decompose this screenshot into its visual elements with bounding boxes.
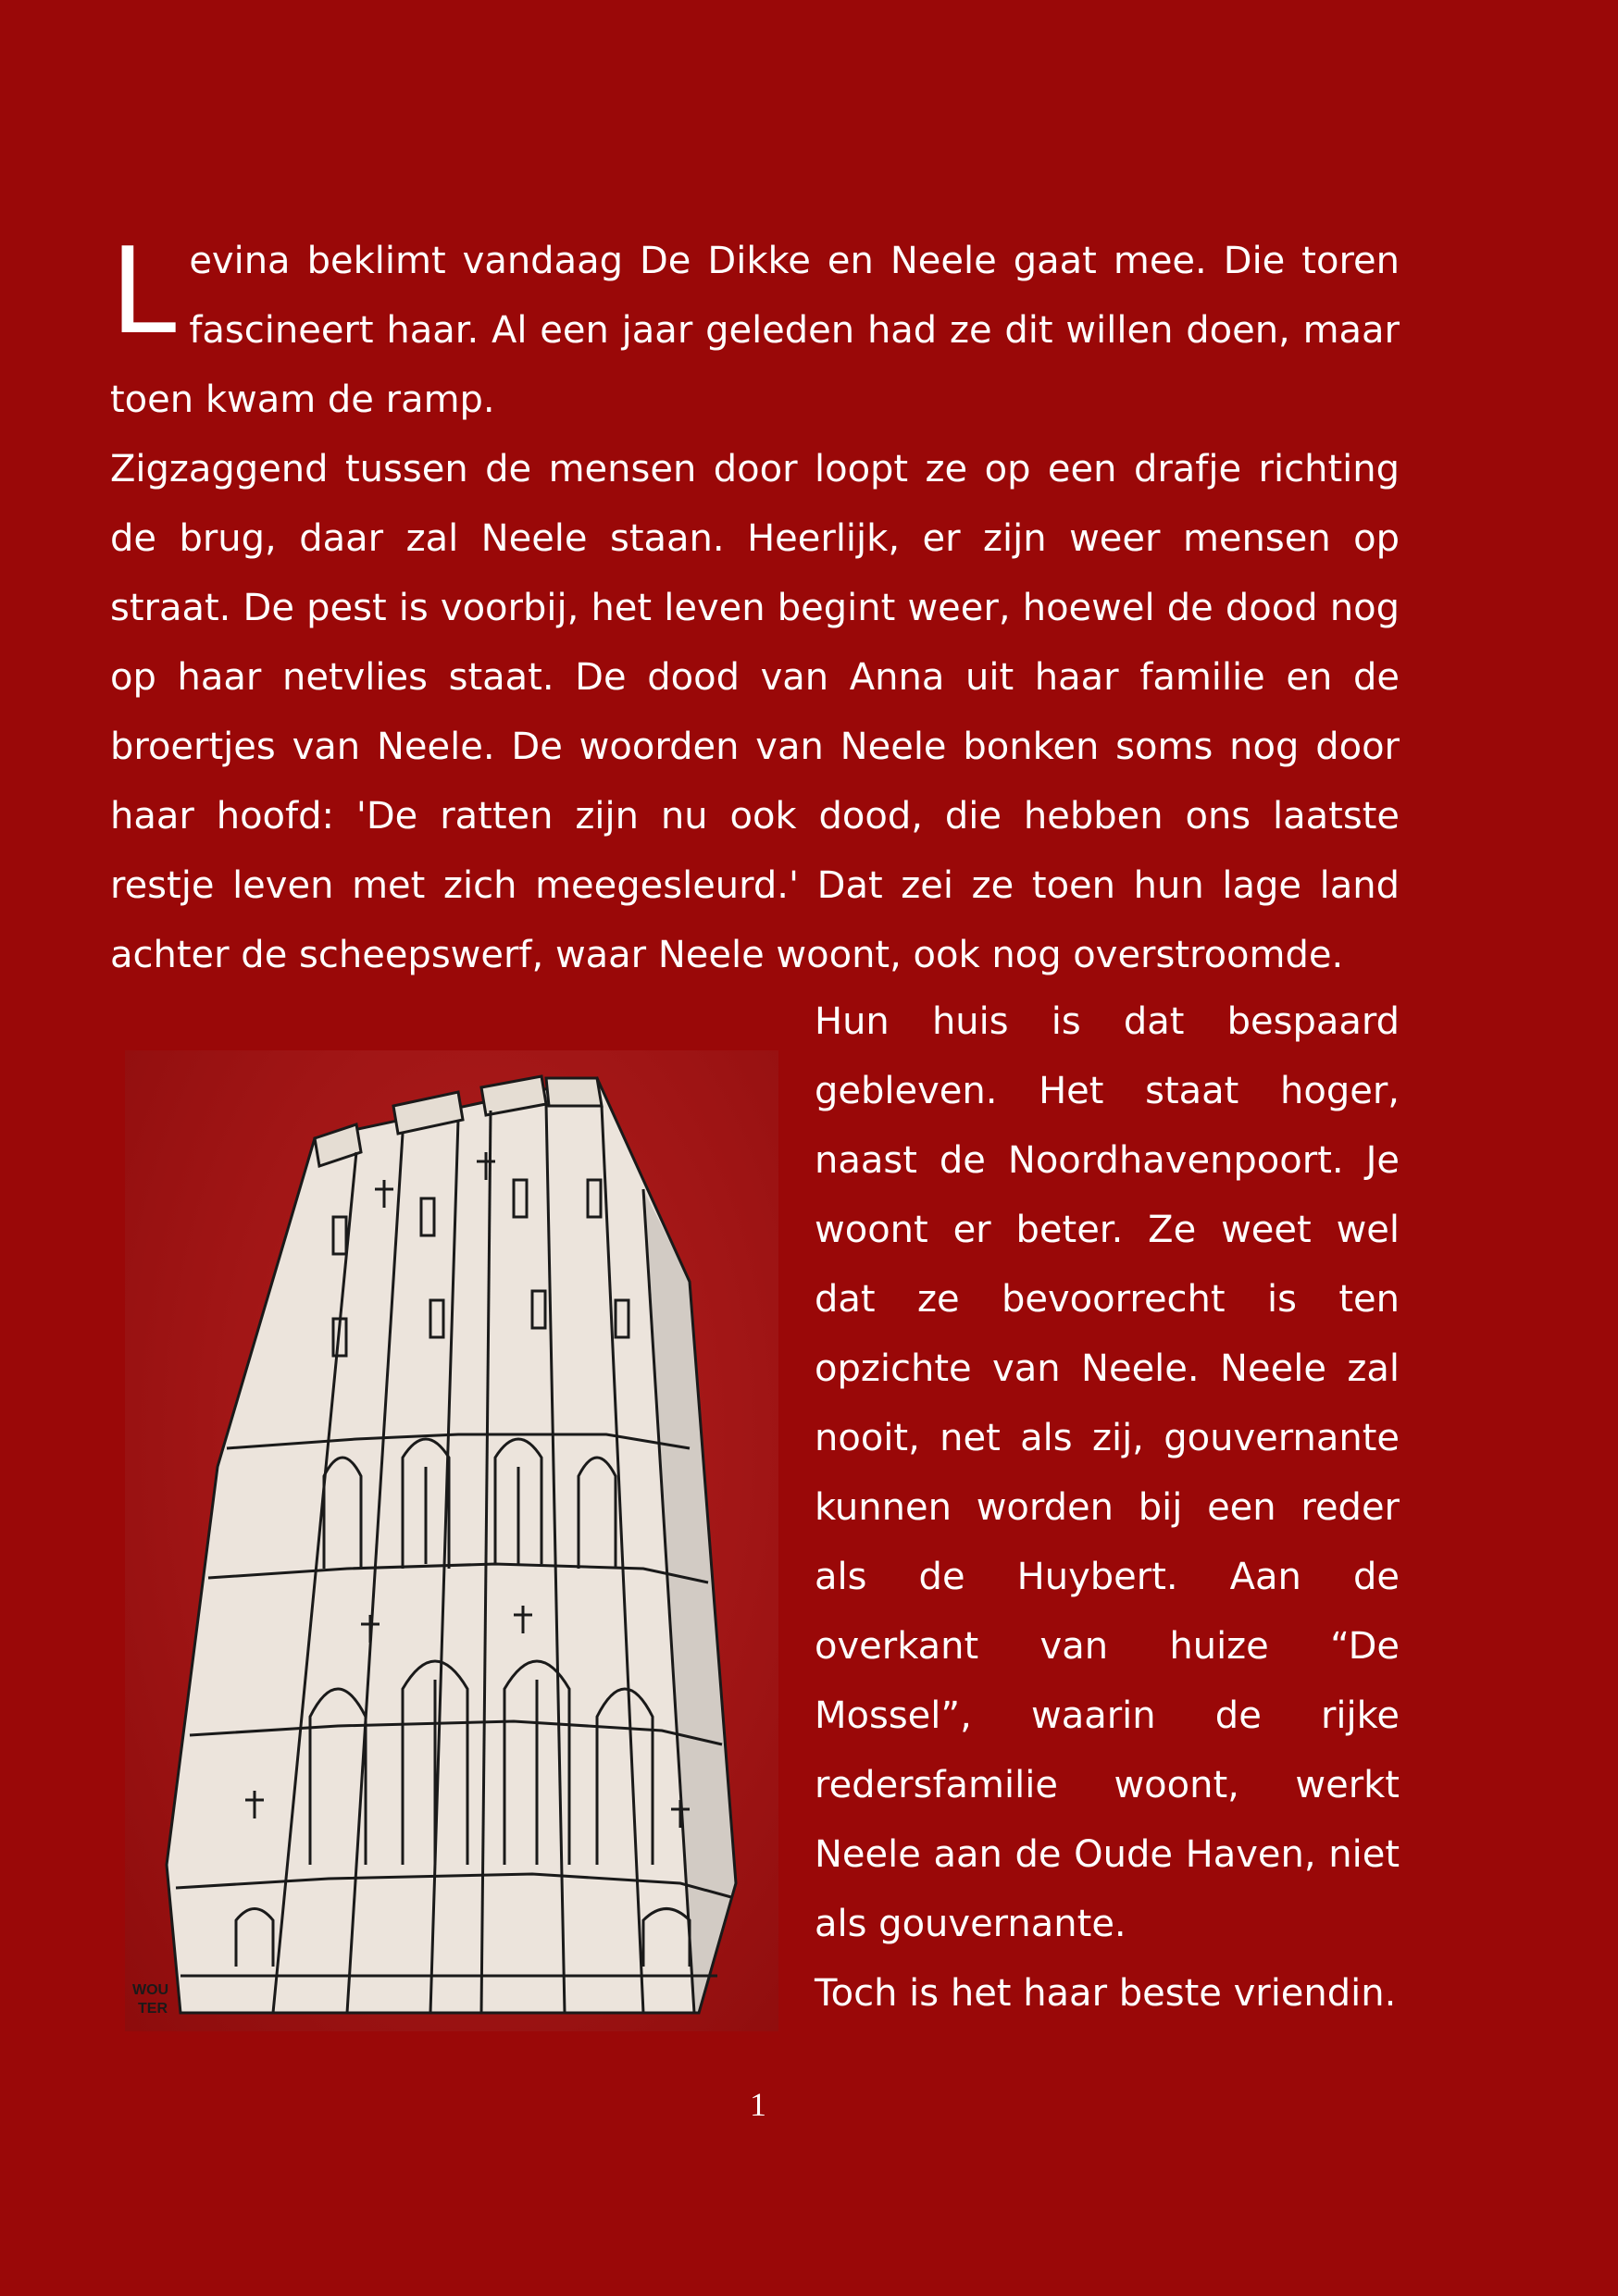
- main-text-column: [110, 223, 1400, 990]
- paragraph-2: Zigzaggend tussen de mensen door loopt ze op een drafje richting de brug, daar zal Neele staan. Heerlijk, er zijn weer mensen op straat. De pest is voorbij, het leven begint weer, hoewel de dood nog op haar netvlies staat. De dood van Anna uit haar familie en de broertjes van Neele. De woorden van Neele bonken soms nog door haar hoofd: 'De ratten zijn nu ook dood, die hebben ons laatste restje leven met zich meegesleurd.' Dat zei ze toen hun lage land achter de scheepswerf, waar Neele woont, ook nog overstroomde.: [110, 448, 1400, 976]
- drop-cap: L: [110, 223, 177, 361]
- svg-text:TER: TER: [138, 2001, 168, 2017]
- page-number: 1: [750, 2086, 766, 2123]
- tower-illustration: [125, 1050, 778, 2031]
- paragraph-4: Toch is het haar beste vriendin.: [815, 1972, 1397, 2015]
- tower-drawing: [125, 1050, 778, 2031]
- svg-text:WOU: WOU: [132, 1982, 169, 1998]
- side-text-column: [815, 987, 1400, 2029]
- paragraph-1-text: evina beklimt vandaag De Dikke en Neele gaat mee. Die toren fascineert haar. Al een jaar geleden had ze dit willen doen, maar toen kwam de ramp.: [110, 240, 1400, 421]
- paragraph-1: [110, 223, 1400, 435]
- paragraph-3: Hun huis is dat bespaard gebleven. Het staat hoger, naast de Noordhavenpoort. Je woont er beter. Ze weet wel dat ze bevoorrecht is ten opzichte van Neele. Neele zal nooit, net als zij, gouvernante kunnen worden bij een reder als de Huybert. Aan de overkant van huize “De Mossel”, waarin de rijke redersfamilie woont, werkt Neele aan de Oude Haven, niet als gouvernante.: [815, 1000, 1400, 1945]
